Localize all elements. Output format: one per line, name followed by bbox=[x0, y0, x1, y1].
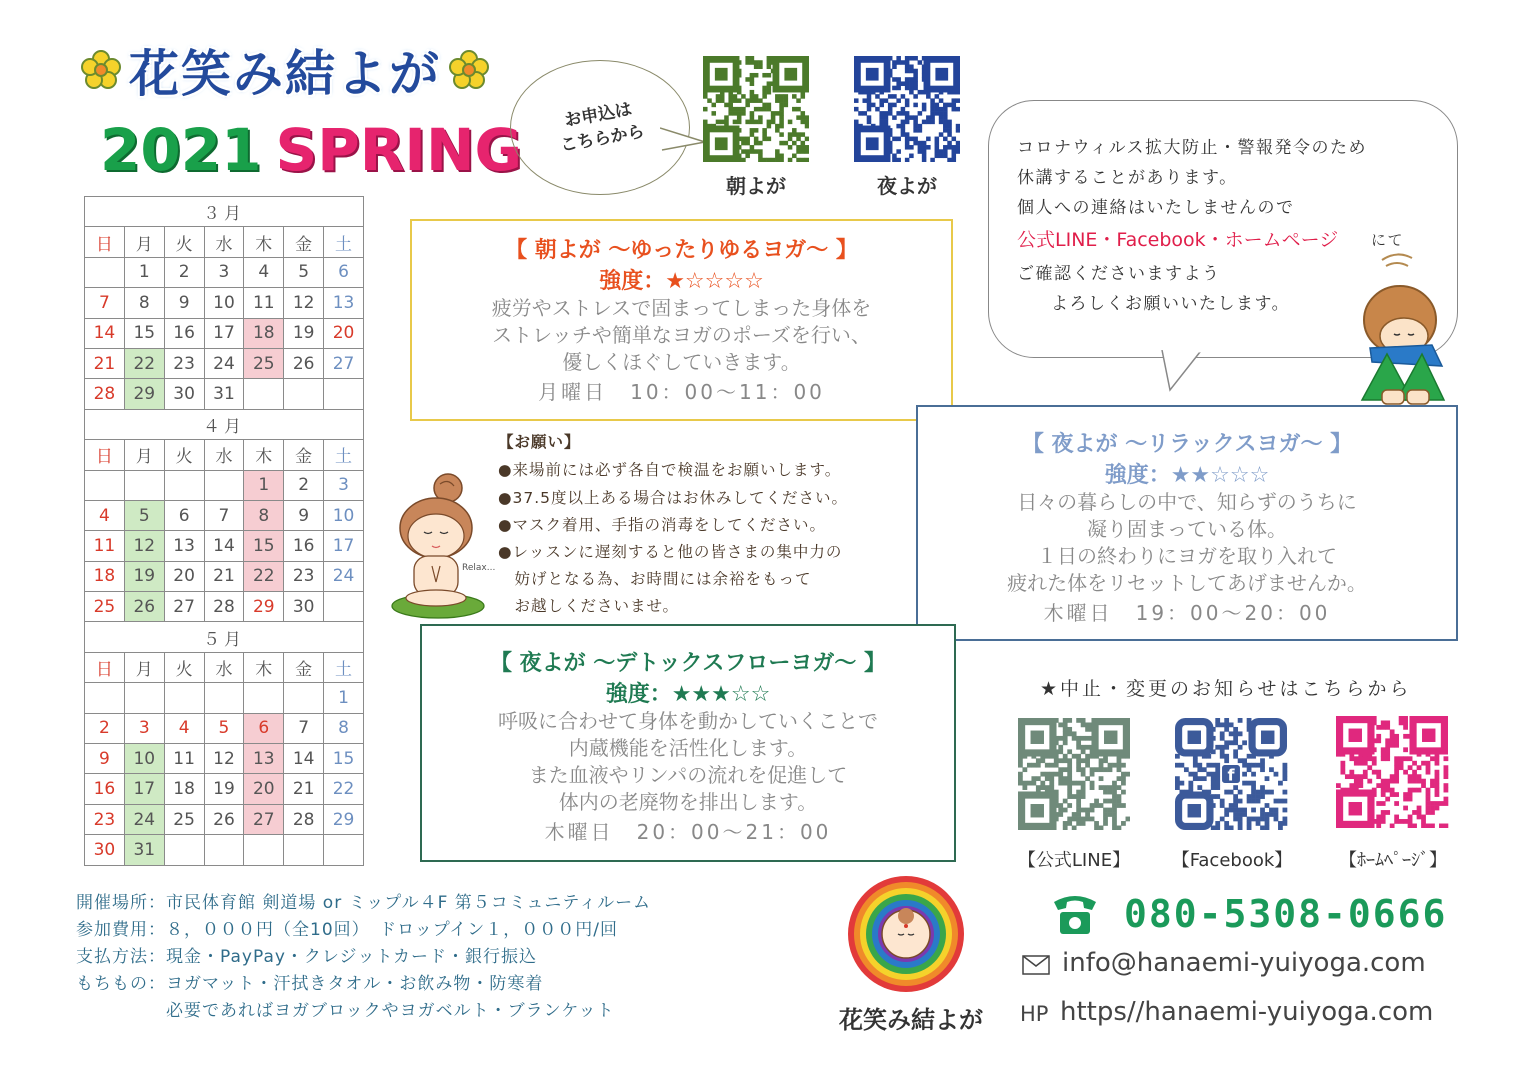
calendar-day: 22 bbox=[324, 774, 364, 804]
calendar-day: 3 bbox=[204, 257, 244, 287]
calendar-day bbox=[324, 835, 364, 865]
calendar-day: 19 bbox=[204, 774, 244, 804]
calendar-day: 15 bbox=[124, 318, 164, 348]
qr-code-facebook[interactable] bbox=[1175, 718, 1289, 830]
info-payment: 支払方法：現金・PayPay・クレジットカード・銀行振込 bbox=[76, 947, 537, 967]
calendar-day: 27 bbox=[164, 592, 204, 622]
calendar-day: 8 bbox=[124, 288, 164, 318]
sns-label-line: 【公式LINE】 bbox=[1017, 850, 1131, 871]
calendar-day: 19 bbox=[124, 561, 164, 591]
calendar-day: 3 bbox=[124, 713, 164, 743]
calendar-month-label: ４月 bbox=[85, 409, 364, 439]
phone-number[interactable]: 080-5308-0666 bbox=[1124, 892, 1448, 936]
calendar-day: 16 bbox=[284, 531, 324, 561]
request-item-6: お越しくださいませ。 bbox=[498, 597, 680, 615]
calendar-weekday: 土 bbox=[324, 440, 364, 470]
calendar-day: 23 bbox=[284, 561, 324, 591]
class-morning-level: 強度：★☆☆☆☆ bbox=[599, 269, 764, 294]
calendar-day: 2 bbox=[284, 470, 324, 500]
class-morning-box bbox=[410, 219, 953, 421]
calendar-day: 14 bbox=[204, 531, 244, 561]
request-item-5: 妨げとなる為、お時間には余裕をもって bbox=[498, 570, 812, 588]
request-title: 【お願い】 bbox=[498, 433, 581, 451]
notice-line-5: よろしくお願いいたします。 bbox=[1051, 294, 1291, 314]
calendar-day: 22 bbox=[244, 561, 284, 591]
relax-text: Relax... bbox=[462, 563, 496, 573]
calendar-day: 14 bbox=[284, 744, 324, 774]
calendar-day: 7 bbox=[284, 713, 324, 743]
calendar-weekday: 土 bbox=[324, 227, 364, 257]
calendar-day: 6 bbox=[324, 257, 364, 287]
qr-label-morning: 朝よが bbox=[726, 174, 786, 198]
calendar-day: 18 bbox=[85, 561, 125, 591]
request-item-4: ●レッスンに遅刻すると他の皆さまの集中力の bbox=[498, 543, 843, 561]
calendar-day: 24 bbox=[124, 804, 164, 834]
calendar-day: 23 bbox=[85, 804, 125, 834]
calendar-day: 11 bbox=[164, 744, 204, 774]
calendar-day: 12 bbox=[284, 288, 324, 318]
calendar bbox=[84, 196, 364, 866]
calendar-day: 5 bbox=[204, 713, 244, 743]
calendar-weekday: 日 bbox=[85, 652, 125, 682]
calendar-day bbox=[204, 835, 244, 865]
calendar-weekday: 月 bbox=[124, 440, 164, 470]
calendar-day: 21 bbox=[204, 561, 244, 591]
calendar-day bbox=[244, 683, 284, 713]
email-link[interactable]: info@hanaemi-yuiyoga.com bbox=[1062, 948, 1426, 978]
calendar-day: 16 bbox=[85, 774, 125, 804]
logo-text: 花笑み結よが bbox=[839, 1006, 983, 1034]
mandala-logo-icon bbox=[834, 872, 978, 1002]
class-morning-desc-1: 疲労やストレスで固まってしまった身体を bbox=[491, 296, 872, 320]
class-morning-time: 月曜日 10：00～11：00 bbox=[538, 380, 825, 404]
calendar-day: 9 bbox=[164, 288, 204, 318]
phone-icon bbox=[1050, 892, 1100, 936]
qr-code-morning[interactable] bbox=[703, 56, 809, 162]
request-item-3: ●マスク着用、手指の消毒をしてください。 bbox=[498, 516, 827, 534]
class-detox-desc-1: 呼吸に合わせて身体を動かしていくことで bbox=[498, 709, 878, 733]
calendar-day: 16 bbox=[164, 318, 204, 348]
calendar-weekday: 木 bbox=[244, 227, 284, 257]
calendar-day: 7 bbox=[204, 500, 244, 530]
class-detox-box bbox=[420, 624, 956, 862]
notice-highlight-suffix: にて bbox=[1371, 231, 1405, 249]
calendar-day: 12 bbox=[204, 744, 244, 774]
calendar-weekday: 金 bbox=[284, 652, 324, 682]
calendar-day: 5 bbox=[124, 500, 164, 530]
season-name: SPRING bbox=[275, 116, 523, 184]
calendar-day: 20 bbox=[244, 774, 284, 804]
calendar-day: 13 bbox=[164, 531, 204, 561]
calendar-weekday: 火 bbox=[164, 652, 204, 682]
class-detox-desc-4: 体内の老廃物を排出します。 bbox=[558, 790, 818, 814]
flower-icon bbox=[449, 50, 489, 90]
class-relax-level: 強度：★★☆☆☆ bbox=[1104, 463, 1270, 488]
notice-highlight: 公式LINE・Facebook・ホームページ bbox=[1017, 229, 1339, 251]
flower-icon bbox=[81, 50, 121, 90]
calendar-day bbox=[85, 470, 125, 500]
calendar-day: 8 bbox=[324, 713, 364, 743]
homepage-link[interactable]: https//hanaemi-yuiyoga.com bbox=[1060, 997, 1434, 1027]
info-fee: 参加費用：８，０００円（全10回） ドロップイン１，０００円/回 bbox=[76, 920, 618, 940]
calendar-day: 19 bbox=[284, 318, 324, 348]
calendar-day: 28 bbox=[85, 379, 125, 409]
calendar-day bbox=[324, 592, 364, 622]
calendar-day bbox=[204, 470, 244, 500]
calendar-day: 1 bbox=[324, 683, 364, 713]
sns-label-homepage: 【ﾎｰﾑﾍﾟｰｼﾞ】 bbox=[1339, 850, 1447, 871]
request-item-1: ●来場前には必ず各自で検温をお願いします。 bbox=[498, 461, 842, 479]
calendar-day: 31 bbox=[204, 379, 244, 409]
calendar-day: 8 bbox=[244, 500, 284, 530]
calendar-day: 11 bbox=[244, 288, 284, 318]
calendar-day: 25 bbox=[85, 592, 125, 622]
calendar-day: 27 bbox=[244, 804, 284, 834]
class-relax-title: 【 夜よが ～リラックスヨガ～ 】 bbox=[1021, 432, 1353, 457]
calendar-day bbox=[244, 835, 284, 865]
calendar-day bbox=[164, 835, 204, 865]
calendar-day bbox=[284, 379, 324, 409]
calendar-day: 30 bbox=[85, 835, 125, 865]
calendar-day: 28 bbox=[204, 592, 244, 622]
class-morning-desc-2: ストレッチや簡単なヨガのポーズを行い、 bbox=[492, 323, 871, 347]
mail-icon bbox=[1022, 955, 1050, 975]
calendar-day: 13 bbox=[324, 288, 364, 318]
notice-line-2: 休講することがあります。 bbox=[1017, 168, 1238, 188]
hp-label: HP bbox=[1020, 1002, 1049, 1026]
calendar-day: 1 bbox=[244, 470, 284, 500]
calendar-day: 29 bbox=[244, 592, 284, 622]
calendar-day: 22 bbox=[124, 348, 164, 378]
calendar-weekday: 金 bbox=[284, 227, 324, 257]
qr-label-night: 夜よが bbox=[877, 174, 937, 198]
calendar-day: 11 bbox=[85, 531, 125, 561]
calendar-day: 4 bbox=[85, 500, 125, 530]
calendar-day: 21 bbox=[284, 774, 324, 804]
boy-character-icon bbox=[1352, 250, 1452, 410]
calendar-weekday: 土 bbox=[324, 652, 364, 682]
class-morning-title: 【 朝よが ～ゆったりゆるヨガ～ 】 bbox=[505, 238, 858, 263]
class-relax-desc-3: １日の終わりにヨガを取り入れて bbox=[1037, 544, 1337, 568]
calendar-day: 24 bbox=[204, 348, 244, 378]
sns-label-facebook: 【Facebook】 bbox=[1171, 850, 1293, 871]
calendar-day: 20 bbox=[324, 318, 364, 348]
calendar-day: 29 bbox=[124, 379, 164, 409]
calendar-day bbox=[244, 379, 284, 409]
calendar-day: 6 bbox=[244, 713, 284, 743]
calendar-day: 14 bbox=[85, 318, 125, 348]
calendar-day: 12 bbox=[124, 531, 164, 561]
class-relax-box bbox=[916, 405, 1458, 641]
info-items-optional: 必要であればヨガブロックやヨガベルト・ブランケット bbox=[76, 1001, 615, 1021]
calendar-day: 1 bbox=[124, 257, 164, 287]
class-morning-desc-3: 優しくほぐしていきます。 bbox=[562, 350, 801, 374]
calendar-day: 30 bbox=[284, 592, 324, 622]
calendar-day: 27 bbox=[324, 348, 364, 378]
qr-code-line[interactable] bbox=[1018, 718, 1130, 830]
calendar-day bbox=[324, 379, 364, 409]
class-relax-desc-4: 疲れた体をリセットしてあげませんか。 bbox=[1007, 571, 1367, 595]
calendar-day: 15 bbox=[324, 744, 364, 774]
calendar-weekday: 水 bbox=[204, 440, 244, 470]
calendar-day bbox=[164, 683, 204, 713]
calendar-day: 2 bbox=[85, 713, 125, 743]
notice-line-1: コロナウィルス拡大防止・警報発令のため bbox=[1017, 138, 1367, 158]
calendar-day: 25 bbox=[164, 804, 204, 834]
calendar-day bbox=[85, 257, 125, 287]
calendar-day: 18 bbox=[164, 774, 204, 804]
calendar-month-label: ３月 bbox=[85, 197, 364, 227]
calendar-day: 26 bbox=[284, 348, 324, 378]
notice-line-4: ご確認くださいますよう bbox=[1017, 264, 1221, 284]
qr-code-night[interactable] bbox=[854, 56, 960, 162]
calendar-day: 6 bbox=[164, 500, 204, 530]
calendar-day: 17 bbox=[324, 531, 364, 561]
calendar-day bbox=[124, 683, 164, 713]
class-detox-desc-3: また血液やリンパの流れを促進して bbox=[528, 763, 848, 787]
calendar-weekday: 木 bbox=[244, 440, 284, 470]
notice-line-3: 個人への連絡はいたしませんので bbox=[1017, 198, 1295, 218]
svg-text:f: f bbox=[1227, 765, 1235, 785]
calendar-weekday: 月 bbox=[124, 227, 164, 257]
calendar-day: 25 bbox=[244, 348, 284, 378]
qr-code-homepage[interactable] bbox=[1336, 716, 1450, 828]
notice-bubble-tail-icon bbox=[1160, 350, 1220, 395]
calendar-weekday: 火 bbox=[164, 227, 204, 257]
calendar-day bbox=[124, 470, 164, 500]
calendar-day: 24 bbox=[324, 561, 364, 591]
info-venue: 開催場所：市民体育館 剣道場 or ミップル４F 第５コミュニティルーム bbox=[76, 893, 652, 913]
calendar-day: 28 bbox=[284, 804, 324, 834]
calendar-day: 13 bbox=[244, 744, 284, 774]
calendar-day: 30 bbox=[164, 379, 204, 409]
calendar-day: 15 bbox=[244, 531, 284, 561]
page-title: 花笑み結よが bbox=[129, 45, 441, 103]
calendar-day bbox=[85, 683, 125, 713]
calendar-day: 10 bbox=[124, 744, 164, 774]
sns-heading: ★中止・変更のお知らせはこちらから bbox=[1040, 678, 1412, 700]
calendar-weekday: 水 bbox=[204, 227, 244, 257]
calendar-day: 2 bbox=[164, 257, 204, 287]
calendar-month-label: ５月 bbox=[85, 622, 364, 652]
calendar-day bbox=[204, 683, 244, 713]
class-detox-time: 木曜日 20：00～21：00 bbox=[544, 820, 832, 844]
class-detox-title: 【 夜よが ～デトックスフローヨガ～ 】 bbox=[489, 651, 887, 676]
calendar-day: 26 bbox=[124, 592, 164, 622]
title-header bbox=[70, 34, 500, 106]
calendar-weekday: 日 bbox=[85, 227, 125, 257]
request-item-2: ●37.5度以上ある場合はお休みしてください。 bbox=[498, 489, 849, 507]
calendar-weekday: 月 bbox=[124, 652, 164, 682]
calendar-day: 10 bbox=[204, 288, 244, 318]
calendar-day: 4 bbox=[164, 713, 204, 743]
class-relax-desc-2: 凝り固まっている体。 bbox=[1087, 517, 1287, 541]
calendar-day bbox=[284, 683, 324, 713]
calendar-day: 4 bbox=[244, 257, 284, 287]
calendar-weekday: 火 bbox=[164, 440, 204, 470]
calendar-day: 21 bbox=[85, 348, 125, 378]
season-title bbox=[100, 110, 523, 190]
calendar-day bbox=[164, 470, 204, 500]
season-year: 2021 bbox=[100, 116, 262, 184]
class-relax-desc-1: 日々の暮らしの中で、知らずのうちに bbox=[1017, 490, 1357, 514]
class-detox-level: 強度：★★★☆☆ bbox=[605, 682, 771, 707]
calendar-day: 29 bbox=[324, 804, 364, 834]
calendar-day: 10 bbox=[324, 500, 364, 530]
calendar-weekday: 日 bbox=[85, 440, 125, 470]
calendar-day: 9 bbox=[284, 500, 324, 530]
calendar-day: 31 bbox=[124, 835, 164, 865]
calendar-day: 18 bbox=[244, 318, 284, 348]
calendar-weekday: 木 bbox=[244, 652, 284, 682]
calendar-day bbox=[284, 835, 324, 865]
class-relax-time: 木曜日 19：00～20：00 bbox=[1043, 601, 1331, 625]
calendar-day: 17 bbox=[124, 774, 164, 804]
calendar-day: 5 bbox=[284, 257, 324, 287]
calendar-day: 23 bbox=[164, 348, 204, 378]
apply-text: お申込は こちらから bbox=[558, 99, 646, 156]
calendar-day: 17 bbox=[204, 318, 244, 348]
calendar-day: 7 bbox=[85, 288, 125, 318]
calendar-day: 26 bbox=[204, 804, 244, 834]
calendar-weekday: 水 bbox=[204, 652, 244, 682]
calendar-day: 20 bbox=[164, 561, 204, 591]
calendar-day: 3 bbox=[324, 470, 364, 500]
info-items: もちもの：ヨガマット・汗拭きタオル・お飲み物・防寒着 bbox=[76, 974, 544, 994]
meditating-girl-icon bbox=[388, 470, 500, 620]
calendar-day: 9 bbox=[85, 744, 125, 774]
calendar-weekday: 金 bbox=[284, 440, 324, 470]
class-detox-desc-2: 内蔵機能を活性化します。 bbox=[568, 736, 808, 760]
